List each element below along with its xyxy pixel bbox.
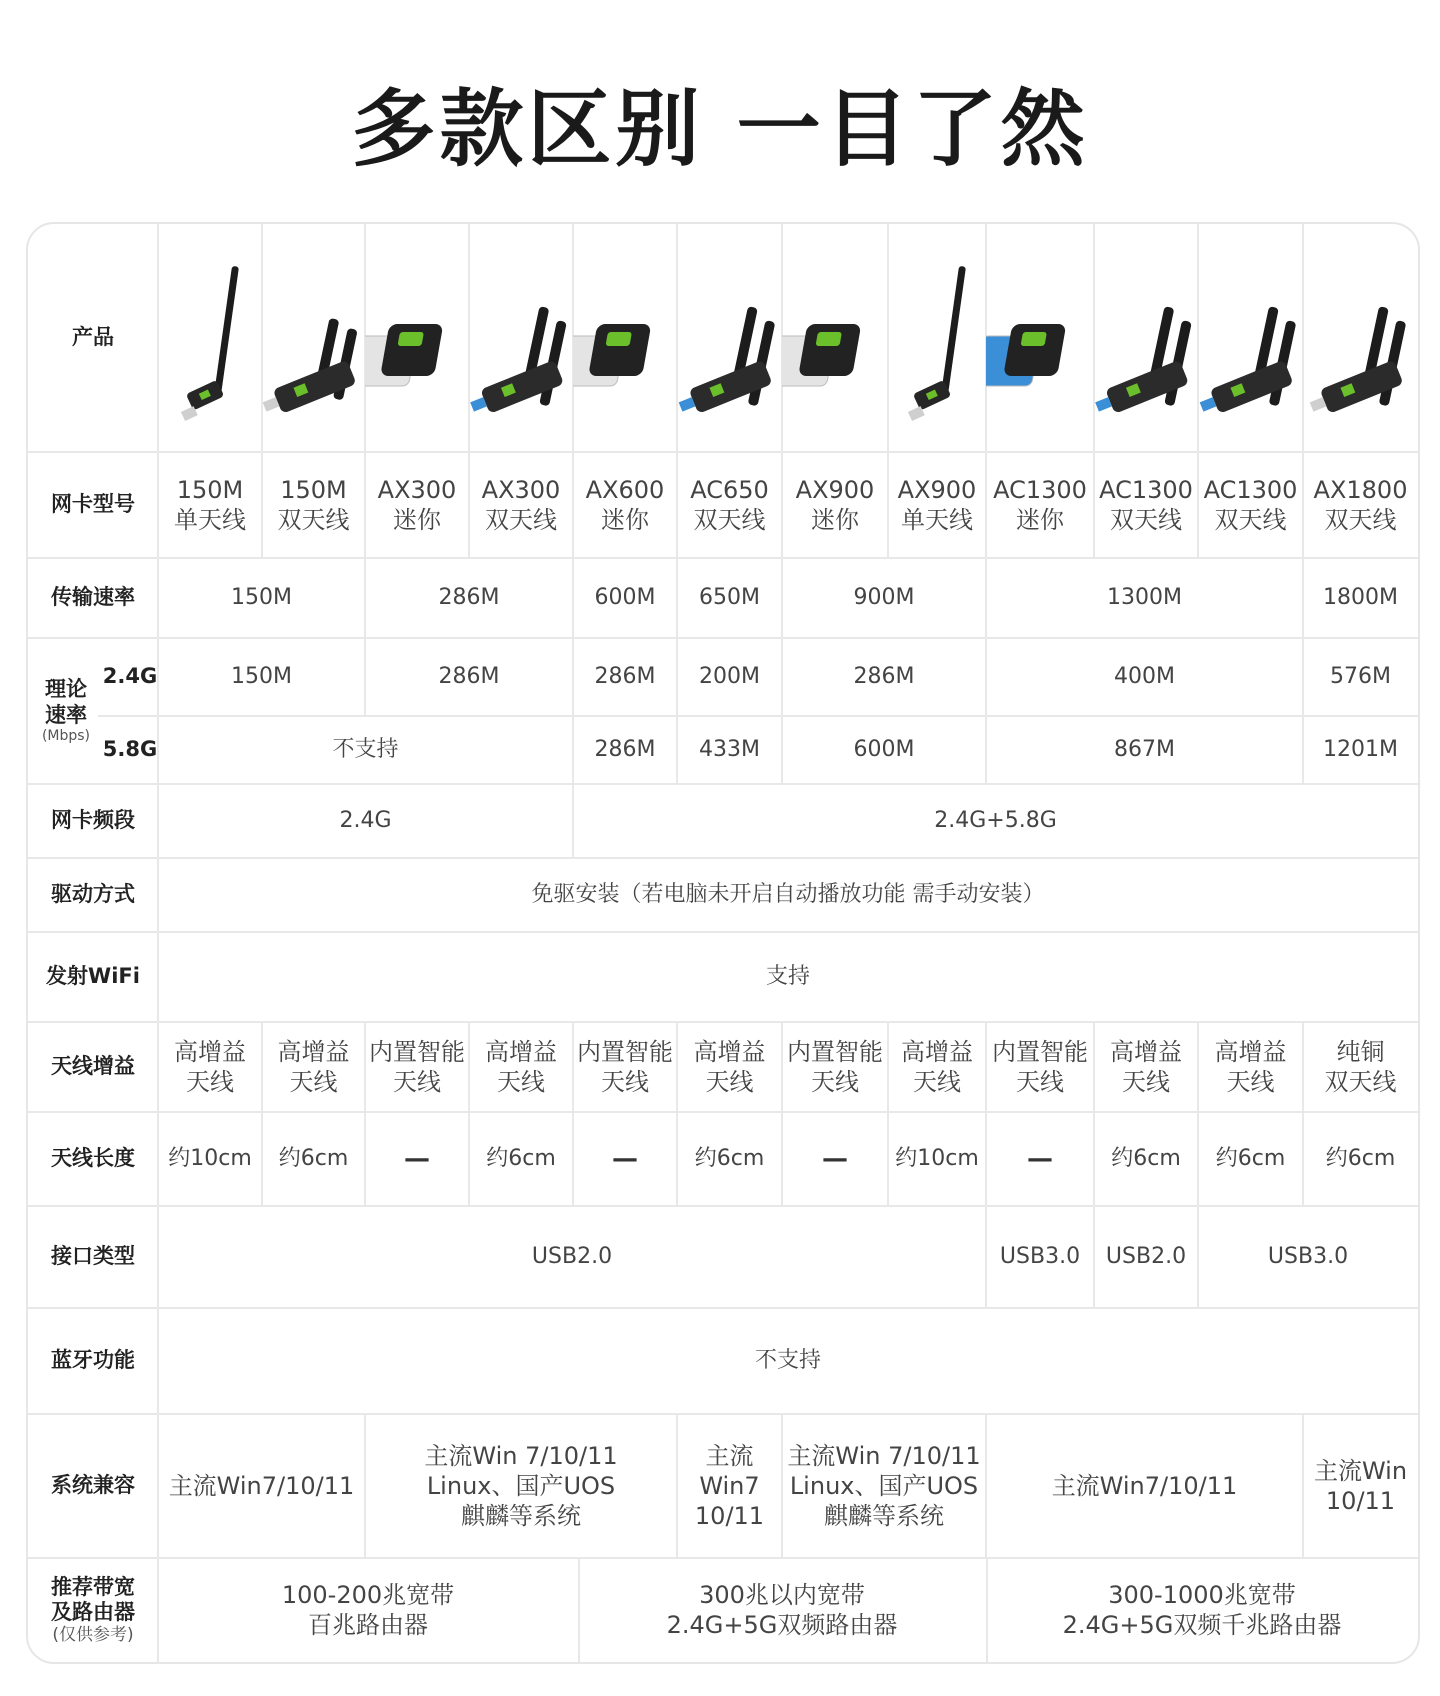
model-cell-text: 150M: [280, 476, 347, 504]
band-cell: 2.4G: [339, 808, 392, 834]
product-image: [573, 224, 677, 452]
label-2-4g: 2.4G: [102, 664, 158, 689]
router-cell: [578, 1558, 986, 1662]
gain-cell-text: 天线: [289, 1068, 338, 1096]
model-cell-text: 双天线: [693, 506, 766, 534]
router-cell-text: 100-200兆宽带: [281, 1581, 455, 1609]
compat-cell: 主流Win7/10/11: [1051, 1472, 1238, 1500]
router-cell: [986, 1558, 1418, 1662]
g58-cell: 不支持: [332, 737, 399, 763]
gain-cell-text: 天线: [393, 1068, 441, 1096]
gain-cell: [469, 1022, 573, 1112]
length-cell: —: [404, 1143, 430, 1174]
router-cell: [158, 1558, 578, 1662]
model-cell-text: 双天线: [1324, 506, 1397, 534]
gain-cell: [158, 1022, 262, 1112]
model-cell-text: 单天线: [901, 506, 973, 534]
label-wifi: 发射WiFi: [46, 964, 140, 989]
gain-cell: [1094, 1022, 1198, 1112]
length-cell: 约6cm: [1215, 1146, 1286, 1172]
g24-cell: 150M: [231, 664, 292, 690]
label-bluetooth: 蓝牙功能: [51, 1348, 135, 1373]
model-cell-text: 迷你: [601, 506, 649, 534]
gain-cell-text: 高增益: [1214, 1038, 1287, 1066]
gain-cell-text: 高增益: [693, 1038, 766, 1066]
compat-cell-text: 主流Win 7/10/11: [787, 1442, 981, 1470]
product-image: [677, 224, 782, 452]
router-cell-text: 百兆路由器: [308, 1611, 428, 1639]
speed-cell: 150M: [231, 585, 292, 611]
length-cell: —: [822, 1143, 848, 1174]
gain-cell-text: 内置智能: [369, 1038, 465, 1066]
label-5-8g: 5.8G: [102, 737, 158, 762]
gain-cell: [986, 1022, 1094, 1112]
gain-cell-text: 内置智能: [787, 1038, 883, 1066]
speed-cell: 650M: [699, 585, 760, 611]
model-cell: [573, 452, 677, 558]
g58-cell: 433M: [699, 737, 760, 763]
product-image: [158, 224, 262, 452]
gain-cell-text: 高增益: [174, 1038, 246, 1066]
g24-cell: 286M: [853, 664, 915, 690]
compat-cell: [677, 1414, 782, 1558]
model-cell-text: AC650: [690, 476, 769, 504]
length-cell: —: [612, 1143, 638, 1174]
speed-cell: 600M: [594, 585, 656, 611]
g24-cell: 400M: [1114, 664, 1175, 690]
model-cell-text: AC1300: [1099, 476, 1193, 504]
length-cell: 约6cm: [486, 1146, 556, 1172]
model-cell-text: 双天线: [1214, 506, 1287, 534]
gain-cell-text: 纯铜: [1336, 1038, 1385, 1066]
label-length: 天线长度: [51, 1146, 135, 1171]
label-model: 网卡型号: [51, 492, 135, 517]
g58-cell: 600M: [853, 737, 915, 763]
gain-cell-text: 天线: [913, 1068, 961, 1096]
label-speed: 传输速率: [51, 585, 135, 610]
model-cell-text: AX300: [377, 476, 457, 504]
model-cell-text: 迷你: [811, 506, 859, 534]
model-cell: [262, 452, 365, 558]
gain-cell: [1303, 1022, 1418, 1112]
model-cell-text: AX1800: [1313, 476, 1408, 504]
g58-cell: 867M: [1114, 737, 1175, 763]
model-cell-text: AC1300: [1203, 476, 1298, 504]
product-image: [1094, 224, 1198, 452]
interface-cell: USB3.0: [1267, 1244, 1349, 1270]
g58-cell: 1201M: [1323, 737, 1398, 763]
comparison-table: [26, 222, 1420, 1664]
gain-cell: [782, 1022, 888, 1112]
model-cell: [1198, 452, 1303, 558]
label-compat: 系统兼容: [51, 1473, 135, 1498]
model-cell: [1094, 452, 1198, 558]
product-image: [469, 224, 573, 452]
gain-cell-text: 天线: [1016, 1068, 1064, 1096]
compat-cell: 主流Win7/10/11: [168, 1472, 355, 1500]
length-cell: 约6cm: [278, 1146, 349, 1172]
gain-cell-text: 内置智能: [577, 1038, 673, 1066]
gain-cell-text: 高增益: [1110, 1038, 1182, 1066]
model-cell-text: AC1300: [993, 476, 1087, 504]
label-router-b: 及路由器: [51, 1599, 135, 1624]
product-image: [888, 224, 986, 452]
gain-cell-text: 天线: [705, 1068, 754, 1096]
model-cell: [986, 452, 1094, 558]
page-title: 多款区别 一目了然: [351, 80, 1089, 178]
label-product: 产品: [72, 325, 114, 350]
interface-cell: USB2.0: [531, 1244, 613, 1270]
model-cell: [677, 452, 782, 558]
compat-cell-text: Win7: [699, 1472, 760, 1500]
length-cell: 约6cm: [1111, 1146, 1181, 1172]
g58-cell: 286M: [594, 737, 656, 763]
speed-cell: 1800M: [1323, 585, 1398, 611]
product-image: [262, 224, 365, 452]
gain-cell-text: 高增益: [485, 1038, 557, 1066]
compat-cell-text: Linux、国产UOS: [426, 1472, 616, 1500]
gain-cell: [573, 1022, 677, 1112]
model-cell-text: 迷你: [393, 506, 441, 534]
product-image: [1303, 224, 1418, 452]
g24-cell: 286M: [594, 664, 656, 690]
compat-cell-text: 主流: [705, 1442, 754, 1470]
compat-cell-text: 主流Win: [1313, 1457, 1408, 1485]
gain-cell-text: 天线: [811, 1068, 859, 1096]
label-router: [28, 1558, 158, 1662]
label-router-c: (仅供参考): [52, 1624, 134, 1645]
router-cell-text: 2.4G+5G双频路由器: [666, 1611, 898, 1639]
driver-cell: 免驱安装（若电脑未开启自动播放功能 需手动安装）: [531, 882, 1045, 908]
label-theory-a: 理论: [45, 677, 87, 702]
label-driver: 驱动方式: [51, 882, 135, 907]
label-theory-b: 速率: [45, 702, 87, 727]
compat-cell: [365, 1414, 677, 1558]
model-cell: [365, 452, 469, 558]
gain-cell-text: 内置智能: [992, 1038, 1088, 1066]
compat-cell-text: 麒麟等系统: [824, 1502, 944, 1530]
label-router-a: 推荐带宽: [51, 1574, 135, 1599]
compat-cell-text: 10/11: [694, 1502, 765, 1530]
router-cell-text: 300-1000兆宽带: [1108, 1581, 1296, 1609]
g24-cell: 200M: [699, 664, 760, 690]
label-interface: 接口类型: [51, 1244, 135, 1269]
compat-cell: [782, 1414, 986, 1558]
gain-cell-text: 天线: [1226, 1068, 1275, 1096]
length-cell: 约6cm: [1325, 1146, 1396, 1172]
gain-cell-text: 双天线: [1324, 1068, 1397, 1096]
g24-cell: 286M: [438, 664, 500, 690]
gain-cell-text: 天线: [601, 1068, 649, 1096]
interface-cell: USB2.0: [1105, 1244, 1187, 1270]
interface-cell: USB3.0: [999, 1244, 1081, 1270]
label-theory: [28, 638, 104, 784]
model-cell-text: AX900: [795, 476, 875, 504]
speed-cell: 900M: [853, 585, 915, 611]
model-cell-text: 150M: [176, 476, 244, 504]
model-cell-text: 单天线: [174, 506, 246, 534]
label-gain: 天线增益: [51, 1054, 135, 1079]
length-cell: 约10cm: [895, 1146, 979, 1172]
model-cell-text: 双天线: [485, 506, 557, 534]
router-cell-text: 2.4G+5G双频千兆路由器: [1062, 1611, 1342, 1639]
gain-cell-text: 天线: [186, 1068, 234, 1096]
model-cell: [782, 452, 888, 558]
model-cell-text: AX900: [897, 476, 977, 504]
model-cell: [1303, 452, 1418, 558]
model-cell: [158, 452, 262, 558]
product-image: [365, 224, 469, 452]
product-image: [1198, 224, 1303, 452]
length-cell: 约6cm: [694, 1146, 765, 1172]
speed-cell: 1300M: [1107, 585, 1182, 611]
band-cell: 2.4G+5.8G: [934, 808, 1057, 834]
compat-cell-text: 麒麟等系统: [461, 1502, 581, 1530]
gain-cell: [888, 1022, 986, 1112]
model-cell-text: 双天线: [1110, 506, 1182, 534]
model-cell: [888, 452, 986, 558]
gain-cell-text: 高增益: [277, 1038, 350, 1066]
length-cell: 约10cm: [168, 1146, 252, 1172]
model-cell-text: AX300: [481, 476, 561, 504]
g24-cell: 576M: [1330, 664, 1391, 690]
gain-cell-text: 天线: [1122, 1068, 1170, 1096]
label-band: 网卡频段: [51, 808, 135, 833]
model-cell-text: 迷你: [1016, 506, 1064, 534]
bluetooth-cell: 不支持: [754, 1348, 821, 1374]
gain-cell: [677, 1022, 782, 1112]
gain-cell: [262, 1022, 365, 1112]
product-image: [782, 224, 888, 452]
length-cell: —: [1027, 1143, 1053, 1174]
compat-cell-text: 主流Win 7/10/11: [424, 1442, 618, 1470]
router-cell-text: 300兆以内宽带: [699, 1581, 865, 1609]
gain-cell: [365, 1022, 469, 1112]
compat-cell-text: 10/11: [1325, 1487, 1396, 1515]
product-image: [986, 224, 1094, 452]
model-cell: [469, 452, 573, 558]
gain-cell: [1198, 1022, 1303, 1112]
wifi-cell: 支持: [765, 964, 810, 990]
gain-cell-text: 天线: [497, 1068, 545, 1096]
gain-cell-text: 高增益: [901, 1038, 973, 1066]
label-theory-unit: (Mbps): [41, 727, 91, 744]
compat-cell-text: Linux、国产UOS: [789, 1472, 979, 1500]
model-cell-text: AX600: [585, 476, 665, 504]
compat-cell: [1303, 1414, 1418, 1558]
model-cell-text: 双天线: [277, 506, 350, 534]
speed-cell: 286M: [438, 585, 500, 611]
